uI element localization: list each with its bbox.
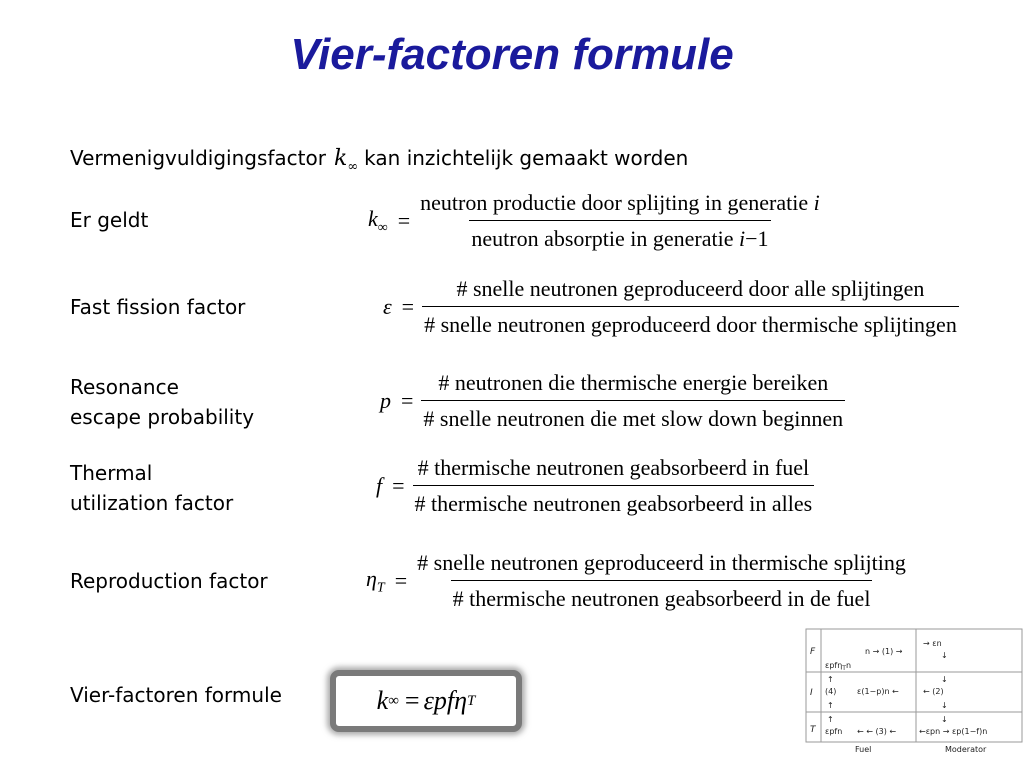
equals-sign: = xyxy=(394,568,408,593)
formula-lhs: $k_\infty$ xyxy=(368,205,388,236)
denominator: # snelle neutronen geproduceerd door thermische splijtingen xyxy=(422,306,959,338)
formula-f xyxy=(376,455,814,517)
intro-before: Vermenigvuldigingsfactor xyxy=(70,146,326,170)
cell-i-left: (4) xyxy=(825,687,837,696)
intro-after: kan inzichtelijk gemaakt worden xyxy=(364,146,689,170)
row-label-t: T xyxy=(810,725,816,735)
four-factor-formula-box: k ∞ = εpfη T xyxy=(330,670,522,732)
equals-sign: = xyxy=(392,473,405,498)
arrow-up: ↑ xyxy=(827,701,834,710)
cell-f-right: → εn xyxy=(923,639,942,648)
formula-lhs: p xyxy=(380,388,391,413)
row-label-f: F xyxy=(810,647,816,657)
formula-eta xyxy=(366,550,908,612)
equals-sign: = xyxy=(401,294,415,319)
arrow-down: ↓ xyxy=(941,715,948,724)
arrow-up: ↑ xyxy=(827,675,834,684)
col-label-moderator: Moderator xyxy=(945,745,987,754)
arrow-up: ↑ xyxy=(827,715,834,724)
numerator: # thermische neutronen geabsorbeerd in fuel xyxy=(417,455,810,480)
cell-i-right: ← (2) xyxy=(923,687,944,696)
denominator: # thermische neutronen geabsorbeerd in alles xyxy=(413,485,815,517)
formula-lhs: ε xyxy=(383,294,392,319)
denominator: neutron absorptie in generatie i−1 xyxy=(469,220,770,252)
cell-t-left: εpfn xyxy=(825,727,843,736)
arrow-down: ↓ xyxy=(941,651,948,660)
numerator: # neutronen die thermische energie bereiken xyxy=(438,370,829,395)
row-label-i: I xyxy=(810,688,813,698)
fraction xyxy=(413,455,815,517)
cell-f-left: εpfη$_T$n xyxy=(825,661,852,672)
label-resonance-escape: Resonance escape probability xyxy=(70,375,255,429)
label-reproduction-factor: Reproduction factor xyxy=(70,569,268,593)
formula-epsilon xyxy=(383,276,959,338)
numerator: # snelle neutronen geproduceerd door alle splijtingen xyxy=(456,276,925,301)
numerator: # snelle neutronen geproduceerd in thermische splijting xyxy=(417,550,906,575)
formula-k-infinity xyxy=(368,190,822,252)
fraction xyxy=(415,550,908,612)
label-vier-factoren: Vier-factoren formule xyxy=(70,683,282,707)
fraction xyxy=(418,190,822,252)
k-infinity-symbol: $k_\infty$ xyxy=(333,146,359,175)
fraction xyxy=(421,370,845,432)
denominator: # thermische neutronen geabsorbeerd in de fuel xyxy=(451,580,873,612)
cell-t-right: ←εpn → εp(1−f)n xyxy=(919,727,988,736)
fraction xyxy=(422,276,959,338)
label-thermal-utilization: Thermal utilization factor xyxy=(70,461,234,515)
equals-sign: = xyxy=(401,388,414,413)
label-fast-fission-factor: Fast fission factor xyxy=(70,295,246,319)
equals-sign: = xyxy=(397,208,411,233)
arrow-down: ↓ xyxy=(941,675,948,684)
page-title: Vier-factoren formule xyxy=(290,30,734,79)
neutron-cycle-diagram xyxy=(805,628,1023,756)
cell-t-mid: ← ← (3) ← xyxy=(857,727,897,736)
numerator: neutron productie door splijting in generatie i xyxy=(420,190,820,215)
arrow-down: ↓ xyxy=(941,701,948,710)
cell-f-mid: n → (1) → xyxy=(865,647,903,656)
intro-text xyxy=(70,143,688,182)
formula-lhs: $\eta_T$ xyxy=(366,565,385,596)
diagram-frame xyxy=(806,629,1022,742)
col-label-fuel: Fuel xyxy=(855,745,872,754)
formula-p xyxy=(380,370,845,432)
label-er-geldt: Er geldt xyxy=(70,208,149,232)
formula-lhs: f xyxy=(376,473,383,498)
denominator: # snelle neutronen die met slow down beginnen xyxy=(421,400,845,432)
cell-i-mid: ε(1−p)n ← xyxy=(857,687,899,696)
